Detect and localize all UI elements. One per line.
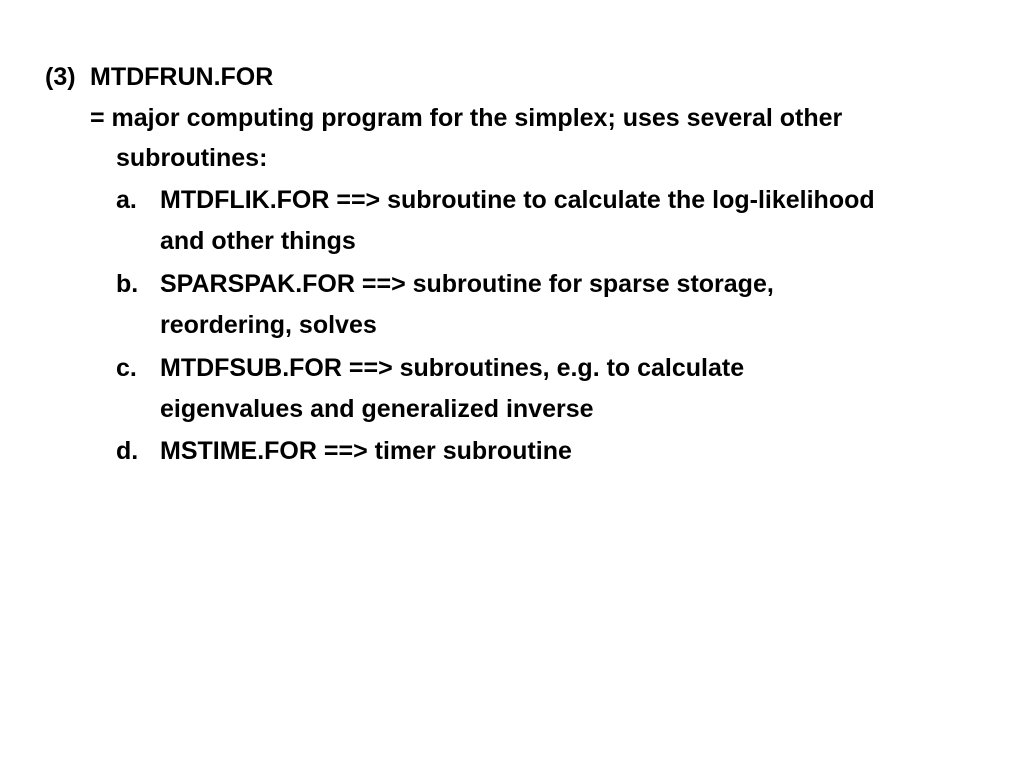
list-item-b-line-2: reordering, solves <box>160 311 377 339</box>
list-item-d-line-1: MSTIME.FOR ==> timer subroutine <box>160 437 572 465</box>
list-item-marker-c: c. <box>116 354 137 382</box>
description-line-1: = major computing program for the simplex; uses several other <box>90 104 843 132</box>
heading-number: (3) <box>45 63 76 91</box>
list-item-a-line-1: MTDFLIK.FOR ==> subroutine to calculate the log-likelihood <box>160 186 875 214</box>
list-item-marker-d: d. <box>116 437 139 465</box>
description-line-2: subroutines: <box>116 144 268 172</box>
list-item-b-line-1: SPARSPAK.FOR ==> subroutine for sparse storage, <box>160 270 774 298</box>
list-item-a-line-2: and other things <box>160 227 356 255</box>
list-item-c-line-2: eigenvalues and generalized inverse <box>160 395 594 423</box>
heading-title: MTDFRUN.FOR <box>90 63 274 91</box>
list-item-c-line-1: MTDFSUB.FOR ==> subroutines, e.g. to calculate <box>160 354 745 382</box>
list-item-marker-b: b. <box>116 270 139 298</box>
list-item-marker-a: a. <box>116 186 137 214</box>
